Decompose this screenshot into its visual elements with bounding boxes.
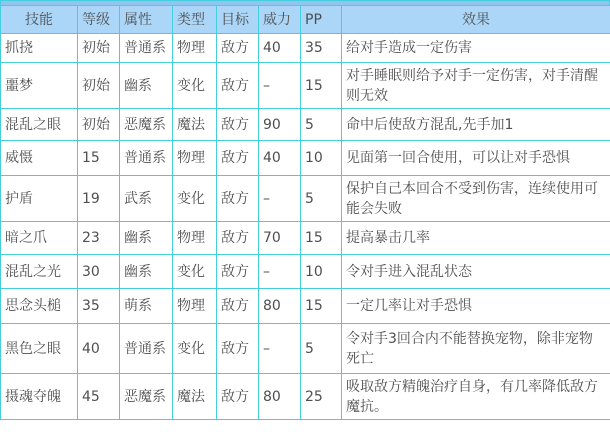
pp-cell: 10 bbox=[301, 255, 342, 289]
pp-cell: 10 bbox=[301, 141, 342, 176]
target-cell: 敌方 bbox=[217, 324, 259, 374]
skill-name-cell: 威慑 bbox=[1, 141, 78, 176]
table-row bbox=[1, 141, 610, 176]
table-row bbox=[1, 255, 610, 289]
target-cell: 敌方 bbox=[217, 176, 259, 222]
skill-table bbox=[0, 5, 610, 420]
skill-name-cell: 混乱之光 bbox=[1, 255, 78, 289]
skill-name-cell: 思念头槌 bbox=[1, 289, 78, 324]
skill-name-cell: 抓挠 bbox=[1, 34, 78, 63]
type-cell: 物理 bbox=[173, 222, 217, 255]
power-cell: – bbox=[259, 324, 301, 374]
type-cell: 变化 bbox=[173, 324, 217, 374]
level-cell: 40 bbox=[78, 324, 120, 374]
attribute-cell: 萌系 bbox=[120, 289, 173, 324]
target-cell: 敌方 bbox=[217, 141, 259, 176]
target-cell: 敌方 bbox=[217, 255, 259, 289]
power-cell: 70 bbox=[259, 222, 301, 255]
target-cell: 敌方 bbox=[217, 222, 259, 255]
effect-cell: 令对手3回合内不能替换宠物，除非宠物死亡 bbox=[342, 324, 610, 374]
attribute-cell: 幽系 bbox=[120, 255, 173, 289]
power-cell: – bbox=[259, 176, 301, 222]
skill-name-cell: 混乱之眼 bbox=[1, 109, 78, 141]
table-row bbox=[1, 222, 610, 255]
pp-cell: 25 bbox=[301, 374, 342, 420]
skill-name-cell: 噩梦 bbox=[1, 63, 78, 109]
type-cell: 物理 bbox=[173, 289, 217, 324]
power-cell: 40 bbox=[259, 34, 301, 63]
power-cell: 80 bbox=[259, 289, 301, 324]
target-cell: 敌方 bbox=[217, 63, 259, 109]
target-cell: 敌方 bbox=[217, 289, 259, 324]
power-cell: 90 bbox=[259, 109, 301, 141]
skill-name-cell: 摄魂夺魄 bbox=[1, 374, 78, 420]
attribute-cell: 幽系 bbox=[120, 222, 173, 255]
column-header-power: 威力 bbox=[259, 6, 301, 34]
skill-name-cell: 护盾 bbox=[1, 176, 78, 222]
pp-cell: 15 bbox=[301, 63, 342, 109]
power-cell: 40 bbox=[259, 141, 301, 176]
level-cell: 45 bbox=[78, 374, 120, 420]
effect-cell: 提高暴击几率 bbox=[342, 222, 610, 255]
target-cell: 敌方 bbox=[217, 109, 259, 141]
table-row bbox=[1, 374, 610, 420]
pp-cell: 5 bbox=[301, 324, 342, 374]
attribute-cell: 普通系 bbox=[120, 324, 173, 374]
level-cell: 15 bbox=[78, 141, 120, 176]
level-cell: 初始 bbox=[78, 63, 120, 109]
level-cell: 35 bbox=[78, 289, 120, 324]
attribute-cell: 武系 bbox=[120, 176, 173, 222]
level-cell: 19 bbox=[78, 176, 120, 222]
attribute-cell: 恶魔系 bbox=[120, 109, 173, 141]
effect-cell: 令对手进入混乱状态 bbox=[342, 255, 610, 289]
type-cell: 物理 bbox=[173, 34, 217, 63]
table-row bbox=[1, 34, 610, 63]
table-row bbox=[1, 289, 610, 324]
type-cell: 变化 bbox=[173, 255, 217, 289]
table-row bbox=[1, 324, 610, 374]
level-cell: 30 bbox=[78, 255, 120, 289]
pp-cell: 15 bbox=[301, 289, 342, 324]
attribute-cell: 普通系 bbox=[120, 34, 173, 63]
effect-cell: 命中后使敌方混乱,先手加1 bbox=[342, 109, 610, 141]
level-cell: 初始 bbox=[78, 34, 120, 63]
attribute-cell: 幽系 bbox=[120, 63, 173, 109]
level-cell: 23 bbox=[78, 222, 120, 255]
header-row bbox=[1, 6, 610, 34]
column-header-pp: PP bbox=[301, 6, 342, 34]
target-cell: 敌方 bbox=[217, 34, 259, 63]
pp-cell: 35 bbox=[301, 34, 342, 63]
column-header-effect: 效果 bbox=[342, 6, 610, 34]
attribute-cell: 恶魔系 bbox=[120, 374, 173, 420]
level-cell: 初始 bbox=[78, 109, 120, 141]
column-header-attribute: 属性 bbox=[120, 6, 173, 34]
effect-cell: 对手睡眠则给予对手一定伤害，对手清醒则无效 bbox=[342, 63, 610, 109]
column-header-type: 类型 bbox=[173, 6, 217, 34]
type-cell: 变化 bbox=[173, 63, 217, 109]
pp-cell: 15 bbox=[301, 222, 342, 255]
attribute-cell: 普通系 bbox=[120, 141, 173, 176]
skill-name-cell: 暗之爪 bbox=[1, 222, 78, 255]
type-cell: 变化 bbox=[173, 176, 217, 222]
pp-cell: 5 bbox=[301, 176, 342, 222]
effect-cell: 保护自己本回合不受到伤害，连续使用可能会失败 bbox=[342, 176, 610, 222]
pp-cell: 5 bbox=[301, 109, 342, 141]
effect-cell: 一定几率让对手恐惧 bbox=[342, 289, 610, 324]
target-cell: 敌方 bbox=[217, 374, 259, 420]
power-cell: 80 bbox=[259, 374, 301, 420]
effect-cell: 吸取敌方精魄治疗自身，有几率降低敌方魔抗。 bbox=[342, 374, 610, 420]
column-header-level: 等级 bbox=[78, 6, 120, 34]
table-row bbox=[1, 63, 610, 109]
effect-cell: 见面第一回合使用，可以让对手恐惧 bbox=[342, 141, 610, 176]
table-row bbox=[1, 109, 610, 141]
power-cell: – bbox=[259, 255, 301, 289]
type-cell: 物理 bbox=[173, 141, 217, 176]
type-cell: 魔法 bbox=[173, 374, 217, 420]
skill-name-cell: 黑色之眼 bbox=[1, 324, 78, 374]
column-header-skill: 技能 bbox=[1, 6, 78, 34]
effect-cell: 给对手造成一定伤害 bbox=[342, 34, 610, 63]
column-header-target: 目标 bbox=[217, 6, 259, 34]
power-cell: – bbox=[259, 63, 301, 109]
table-row bbox=[1, 176, 610, 222]
type-cell: 魔法 bbox=[173, 109, 217, 141]
